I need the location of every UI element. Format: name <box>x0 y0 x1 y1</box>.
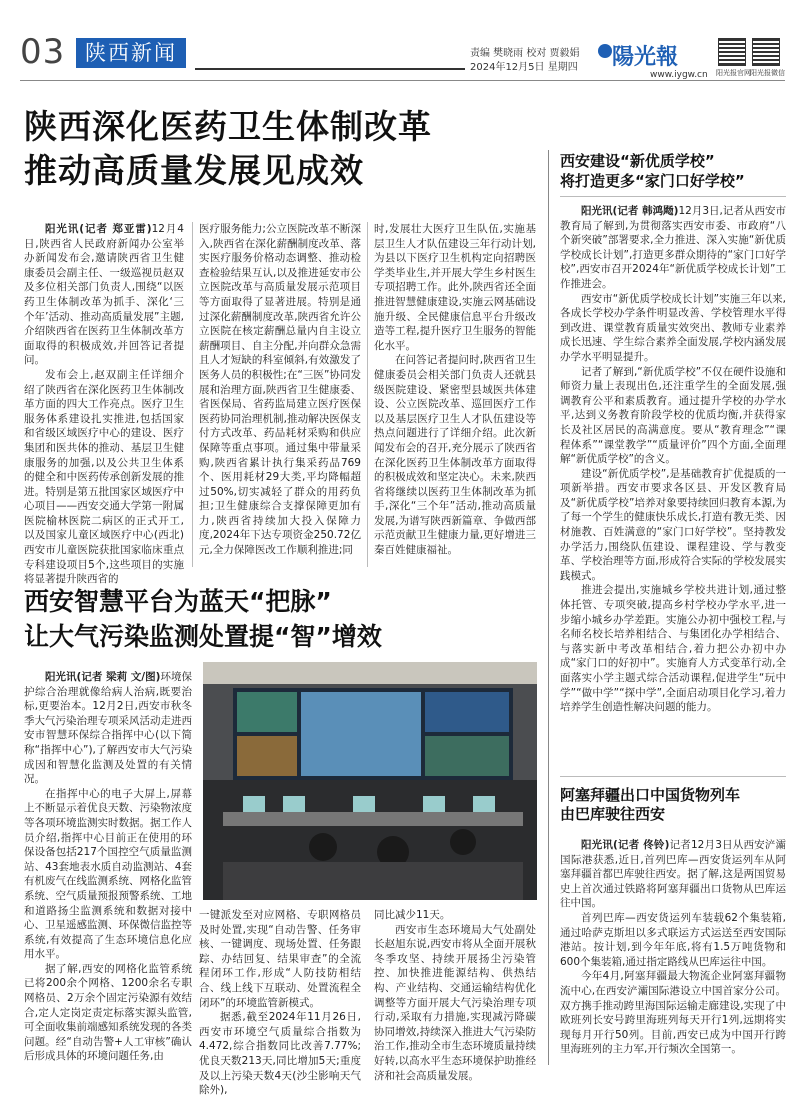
paragraph: 发布会上,赵双副主任详细介绍了陕西省在深化医药卫生体制改革方面的四大工作亮点。医疗卫生服务体系建设扎实推进,包括国家和省级区域医疗中心的建设、医疗集团和医共体的推动、基层卫生健康服务的加强,以及公共卫生体系的健全和中医药传承创新发展的推进。特别是第五批国家区域医疗中心项目——西安交通大学第一附属医院榆林医院二病区的正式开工,以及国家儿童区域医疗中心(西北)西安市儿童医院获批国家临床重点专科建设项目5个,这些项目的实施将显著提升陕西省的 <box>24 368 184 586</box>
paragraph: 医疗服务能力;公立医院改革不断深入,陕西省在深化薪酬制度改革、落实医疗服务价格动态调整、推动检查检验结果互认,以及推进延安市公立医院改革与高质量发展示范项目等方面取得了显著进展。特别是通过深化薪酬制度改革,陕西省允许公立医院在核定薪酬总量内自主设立薪酬项目、自主分配,并向群众急需且人才短缺的科室倾斜,有效激发了医务人员的积极性;在“三医”协同发展和治理方面,陕西省卫生健康委、省医保局、省药监局建立医疗医保医药协同治理机制,推动解决医保支付方式改革、药品耗材采购和供应保障等重点事项。通过集中带量采购,陕西省累计执行集采药品769个、医用耗材29大类,平均降幅超过50%,切实减轻了群众的用药负担;卫生健康综合支撑保障更加有力,陕西省持续加大投入保障力度,2024年下达专项资金250.72亿元,全力保障医改工作顺利推进;同 <box>199 223 361 557</box>
paragraph: 在指挥中心的电子大屏上,屏幕上不断显示着优良天数、污染物浓度等各项环境监测实时数据。据工作人员介绍,指挥中心目前正在使用的环保设备包括217个国控空气质量监测站、43套地表水质自动监测站、4套有机废气在线监测系统、网格化监管系统、空气质量预报预警系统、工地和道路扬尘监测系统和数据对接中心、卫星遥感监测、环保微信监控等系统,有效提高了生态环境信息化应用水平。 <box>24 787 192 961</box>
column-divider <box>367 222 368 567</box>
command-center-photo <box>203 662 537 900</box>
paragraph: 12月3日,记者从西安市教育局了解到,为贯彻落实西安市委、市政府“八个新突破”部署要求,全力推进、深入实施“新优质学校成长计划”,打造更多群众期待的“家门口好学校”,西安市召开2024年“新优质学校成长计划”工作推进会。 <box>560 205 786 290</box>
paragraph: 12月4日,陕西省人民政府新闻办公室举办新闻发布会,邀请陕西省卫生健康委员会副主任、一级巡视员赵双及多位相关部门负责人,围绕“以医药卫生体制改革为抓手、深化‘三个年’活动、推动高质量发展”主题,介绍陕西省在医药卫生体制改革方面取得的积极成效,并回答记者提问。 <box>24 223 184 367</box>
website-url[interactable]: www.iygw.cn <box>650 70 708 80</box>
page-number: 03 <box>20 32 66 72</box>
header-rule <box>195 68 465 70</box>
masthead-divider <box>20 80 785 81</box>
paragraph: 西安市“新优质学校成长计划”实施三年以来,各成长学校办学条件明显改善、学校管理水平得到改进、课堂教育质量实效突出、教师专业素养成长迅速、学生综合素养全面发展,学校内涵发展办学水平明显提升。 <box>560 292 786 363</box>
headline-line-1: 陕西深化医药卫生体制改革 <box>24 107 432 146</box>
headline-line-2: 由巴库驶往西安 <box>560 805 666 823</box>
article-column <box>24 670 192 1064</box>
article-column <box>24 222 184 587</box>
byline: 阳光讯(记者 梁莉 文/图) <box>45 671 161 683</box>
editors-line: 责编 樊晓雨 校对 贾毅娟 <box>470 48 580 59</box>
story-divider <box>560 776 786 777</box>
article-column <box>560 838 786 1057</box>
column-divider <box>548 150 549 1065</box>
headline-line-1: 阿塞拜疆出口中国货物列车 <box>560 786 741 804</box>
paragraph: 首列巴库—西安货运列车装载62个集装箱,通过哈萨克斯坦以多式联运方式运送至西安国际港站。按计划,到今年年底,将有1.5万吨货物和600个集装箱,通过指定路线从巴库运往中国。 <box>560 911 786 968</box>
byline: 阳光讯(记者 佟铃) <box>581 839 670 851</box>
paragraph: 环境保护综合治理就像给病人治病,既要治标,更要治本。12月2日,西安市秋冬季大气污染治理专项采风活动走进西安市智慧环保综合指挥中心(以下简称“指挥中心”),了解西安市大气污染成因和智慧化监测及处置的有关情况。 <box>24 671 192 786</box>
headline-line-2: 将打造更多“家门口好学校” <box>560 172 745 190</box>
qr-label: 阳光报官网 <box>716 69 751 77</box>
headline-line-2: 推动高质量发展见成效 <box>24 151 364 190</box>
headline-line-2: 让大气污染监测处置提“智”增效 <box>24 622 382 651</box>
article-column <box>374 908 536 1083</box>
paragraph: 建设“新优质学校”,是基础教育扩优提质的一项新举措。西安市要求各区县、开发区教育局及“新优质学校”培养对象要持续回归教育本源,为了每一个学生的健康快乐成长,打造有教无类、因材施教、百姓满意的“家门口好学校”。坚持教发办学活力,围绕队伍建设、课程建设、学与教变革、学校治理等方面,形成符合实际的学校发展实践模式。 <box>560 467 786 582</box>
paragraph: 时,发展壮大医疗卫生队伍,实施基层卫生人才队伍建设三年行动计划,为县以下医疗卫生机构定向招聘医学类毕业生,并开展大学生乡村医生专项招聘工作。此外,陕西省还全面推进智慧健康建设,实施云网基础设施升级、全民健康信息平台升级改造等工程,提升医疗卫生服务的智能化水平。 <box>374 223 536 352</box>
article-column <box>374 222 536 558</box>
article-column <box>560 204 786 715</box>
paragraph: 记者了解到,“新优质学校”不仅在硬件设施和师资力量上表现出色,还注重学生的全面发展,强调教育公平和素质教育。通过提升学校的办学水平,达到义务教育阶段学校的优质均衡,并获得家长及社区居民的高满意度。要从“教育理念”“课程体系”“课堂教学”“质量评价”四个方面,全面理解“新优质学校”的含义。 <box>560 365 786 466</box>
paragraph: 西安市生态环境局大气处副处长赵旭东说,西安市将从全面开展秋冬季攻坚、持续开展扬尘污染管控、加快推进能源结构、供热结构、产业结构、交通运输结构优化调整等方面开展大气污染治理专项行动,采取有力措施,实现减污降碳协同增效,持续深入推进大气污染防治工作,推动全市生态环境质量持续好转,以高水平生态环境保护助推经济和社会高质量发展。 <box>374 923 536 1082</box>
paragraph: 据悉,截至2024年11月26日,西安市环境空气质量综合指数为4.472,综合指数同比改善7.77%;优良天数213天,同比增加5天;重度及以上污染天数4天(沙尘影响天气除外), <box>199 1011 361 1097</box>
paragraph: 记者12月3日从西安浐灞国际港获悉,近日,首列巴库—西安货运列车从阿塞拜疆首都巴库驶往西安。据了解,这是两国贸易史上首次通过铁路将阿塞拜疆出口货物从巴库运往中国。 <box>560 839 786 910</box>
sun-logo-icon <box>598 44 612 58</box>
paragraph: 推进会提出,实施城乡学校共进计划,通过整体托管、专项突破,提高乡村学校办学水平,进一步缩小城乡办学差距。实施公办初中强校工程,与名师名校长培养相结合、与集团化办学相结合、与落实新中考改革相结合,着力把公办初中办成“家门口的好初中”。实施育人方式变革行动,全面落实小学主题式综合活动课程,促进学生“玩中学”“做中学”“探中学”,全面启动项目化学习,着力培养学生创造性解决问题的能力。 <box>560 584 786 714</box>
qr-label: 阳光报微信 <box>750 69 785 77</box>
article-column <box>199 222 361 558</box>
newspaper-logo: 陽光報 <box>612 44 679 70</box>
section-title: 陕西新闻 <box>76 38 186 68</box>
paragraph: 今年4月,阿塞拜疆最大物流企业阿塞拜疆物流中心,在西安浐灞国际港设立中国首家分公司。双方携手推动跨里海国际运输走廊建设,实现了中欧班列长安号跨里海班列每天开行1列,远期将实现每月开行50列。目前,西安已成为中国开行跨里海班列的主力军,开行频次全国第一。 <box>560 970 786 1056</box>
paragraph: 在问答记者提问时,陕西省卫生健康委员会相关部门负责人还就县级医院建设、紧密型县域医共体建设、公立医院改革、巡回医疗工作以及基层医疗卫生人才队伍建设等热点问题进行了详细介绍。此次新闻发布会的召开,充分展示了陕西省在深化医药卫生体制改革方面取得的积极成效和坚定决心。未来,陕西省将继续以医药卫生体制改革为抓手,深化“三个年”活动,推动高质量发展,为谱写陕西新篇章、争做西部示范贡献卫生健康力量,更好增进三秦百姓健康福祉。 <box>374 354 536 557</box>
paragraph: 一键派发至对应网格、专职网格员及时处置,实现“自动告警、任务审核、一键调度、现场处置、任务跟踪、办结回复、结果审查”的全流程闭环工作,形成“人防技防相结合、线上线下互联动、处置流程全闭环”的环境监管新模式。 <box>199 909 361 1009</box>
byline: 阳光讯(记者 韩鸿飏) <box>581 205 679 217</box>
column-divider <box>192 222 193 567</box>
paragraph: 据了解,西安的网格化监管系统已将200余个网格、1200余名专职网格员、2万余个固定污染源有效结合,定人定岗定责定标落实源头监管,可全面收集前端感知系统发现的各类问题。经“自动告警+人工审核”确认后形成具体的环境问题任务,由 <box>24 962 192 1063</box>
headline-line-1: 西安智慧平台为蓝天“把脉” <box>24 587 332 616</box>
headline-line-1: 西安建设“新优质学校” <box>560 152 715 170</box>
qr-code-icon[interactable] <box>752 38 780 66</box>
article-column <box>199 908 361 1098</box>
headline-rule <box>560 196 786 197</box>
paragraph: 同比减少11天。 <box>374 909 451 921</box>
issue-date: 2024年12月5日 星期四 <box>470 62 578 73</box>
byline: 阳光讯(记者 郑亚雷) <box>45 223 152 235</box>
qr-code-icon[interactable] <box>718 38 746 66</box>
